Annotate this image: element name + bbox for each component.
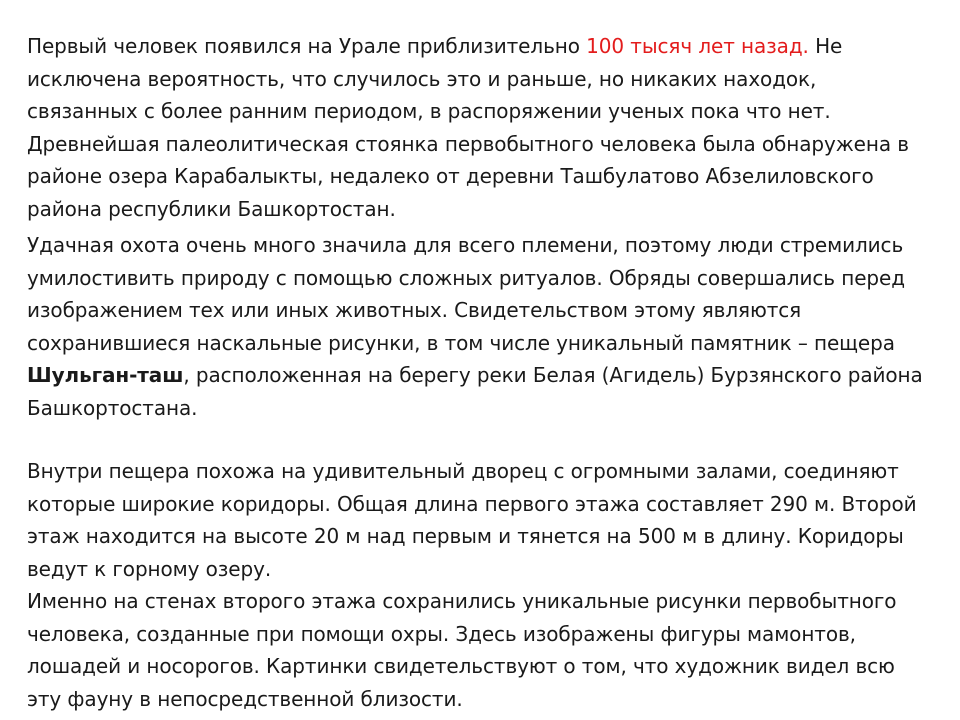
p2-text-before: Удачная охота очень много значила для всего племени, поэтому люди стремились умилостивить природу с помощью сложных ритуалов. Обряды совершались перед изображением тех или иных животных. Свидетельством этому являются сохранившиеся наскальные рисунки, в том числе уникальный памятник – пещера <box>27 233 905 355</box>
paragraph-cave-interior: Внутри пещера похожа на удивительный дворец с огромными залами, соединяют которые широкие коридоры. Общая длина первого этажа составляет 290 м. Второй этаж находится на высоте 20 м над первым и тянется на 500 м в длину. Коридоры ведут к горному озеру. <box>27 459 917 581</box>
p1-highlight-date: 100 тысяч лет назад. <box>586 34 809 58</box>
paragraph-first-human <box>27 30 930 225</box>
p1-text-before: Первый человек появился на Урале приблизительно <box>27 34 587 58</box>
p2-cave-name: Шульган-таш <box>27 363 184 387</box>
paragraph-blank-line <box>27 424 930 455</box>
p2-text-after: , расположенная на берегу реки Белая (Агидель) Бурзянского района Башкортостана. <box>27 363 923 420</box>
paragraph-cave-paintings: Именно на стенах второго этажа сохранились уникальные рисунки первобытного человека, созданные при помощи охры. Здесь изображены фигуры мамонтов, лошадей и носорогов. Картинки свидетельствуют о том, что художник видел всю эту фауну в непосредственной близости. <box>27 589 897 711</box>
p1-text-after: Не исключена вероятность, что случилось это и раньше, но никаких находок, связанных с более ранним периодом, в распоряжении ученых пока что нет. Древнейшая палеолитическая стоянка первобытного человека была обнаружена в районе озера Карабалыкты, недалеко от деревни Ташбулатово Абзелиловского района республики Башкортостан. <box>27 34 909 221</box>
paragraph-hunting-rituals <box>27 229 930 424</box>
